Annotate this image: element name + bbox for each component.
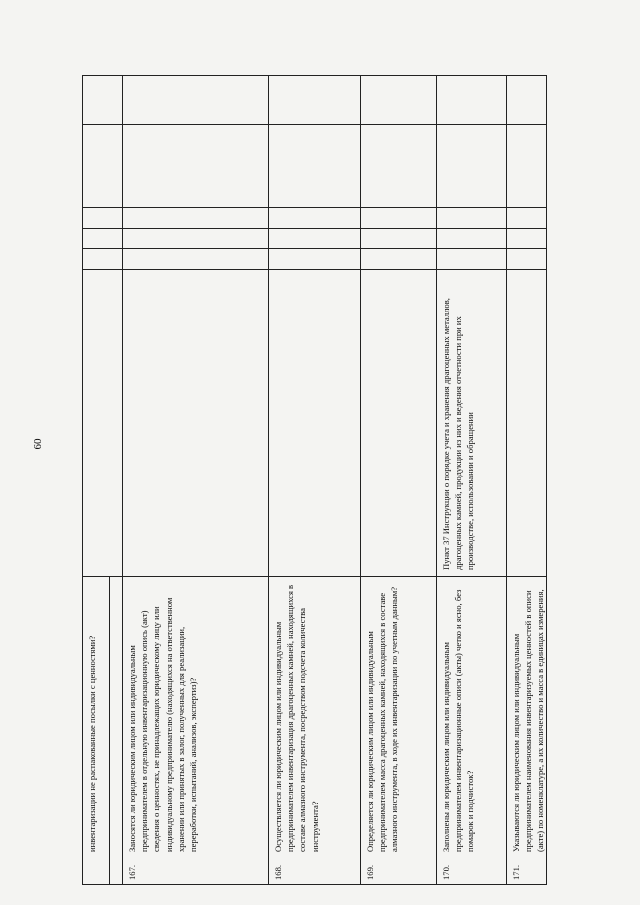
row-question: Заполнены ли юридическим лицом или индивидуальным предпринимателем инвентаризационные описи (акты) четко и ясно, без помарок и подчисток?: [441, 589, 476, 852]
row-question: Определяется ли юридическим лицом или индивидуальным предпринимателем масса драгоценных камней, находящихся в составе алмазного инструмента, в ходе их инвентаризации по учетным данным?: [365, 586, 400, 852]
row-number: 167.: [127, 864, 137, 880]
row-number: 169.: [365, 864, 375, 880]
col-divider-answer-2: [82, 228, 547, 229]
row-number: 171.: [511, 864, 521, 880]
row-question: Указываются ли юридическим лицом или индивидуальным предпринимателем наименования инвентаризуемых ценностей в описи (акте) по номенклатуре, а их количество и масса в единицах измерения,: [511, 589, 546, 852]
row-question: Осуществляется ли юридическим лицом или индивидуальным предпринимателем инвентаризация драгоценных камней, находящихся в составе алмазного инструмента, посредством подсчета количества инструмента?: [273, 584, 320, 852]
row-question: Заносятся ли юридическим лицом или индивидуальным предпринимателем в отдельную инвентаризационную опись (акт) сведения о ценностях, не принадлежащих юридическому лицу или индивидуальному предпринимателю (находящихся на ответственном хранении или принятых в залог, полученных для реализации, переработки, испытаний, анализов, экспертиз)?: [127, 597, 199, 852]
top-row-question: инвентаризации не распакованные посылки с ценностями?: [87, 635, 97, 852]
col-divider-answer-3: [82, 207, 547, 208]
row-reference: Пункт 37 Инструкции о порядке учета и хранения драгоценных металлов, драгоценных камней, продукции из них и ведения отчетности при их производстве, использовании и обращении: [441, 298, 476, 570]
row-number: 168.: [273, 864, 283, 880]
checklist-table: [82, 75, 547, 885]
table-border-right: [82, 75, 547, 76]
page-number: 60: [32, 438, 44, 450]
table-border-bottom: [546, 75, 547, 885]
col-divider-answer-1: [82, 248, 547, 249]
col-divider-answer-4: [82, 124, 547, 125]
row-number: 170.: [441, 864, 451, 880]
